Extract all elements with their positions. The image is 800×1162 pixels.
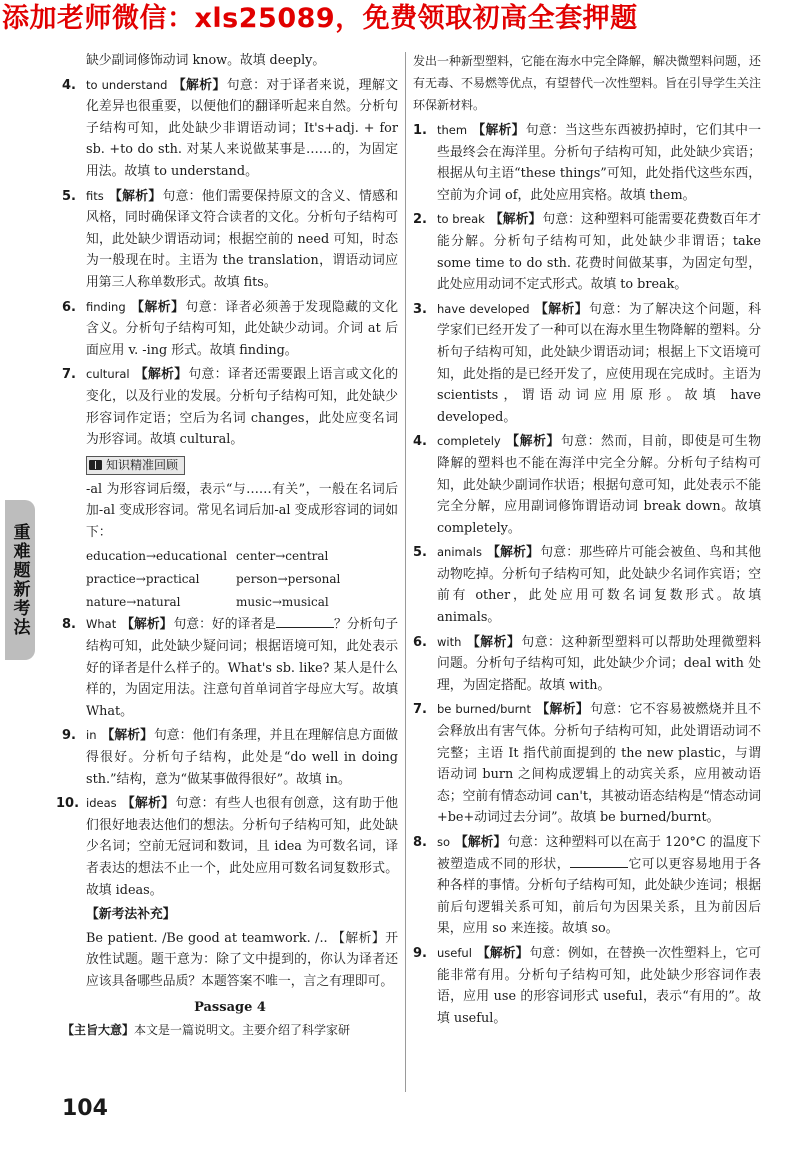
item-text: 句意：这种塑料可以在高于 120°C 的温度下被塑造成不同的形状，: [437, 835, 761, 872]
item-number: 8.: [413, 835, 427, 850]
item-text: 句意：有些人也很有创意，这有助于他们很好地表达他们的想法。分析句子结构可知，此处缺少名词；空前无冠词和数词，且 idea 为可数名词，译者表达的想法不止一个，此处应用可数名词复数形式。故填 ideas。: [86, 796, 399, 898]
blank-line: [570, 855, 628, 868]
analysis-tag: 【解析】: [472, 123, 525, 138]
item-answer: cultural: [86, 367, 130, 382]
item-number: 3.: [413, 301, 427, 317]
answer-item: [62, 364, 398, 450]
answer-item: [413, 542, 761, 628]
item-number: 1.: [413, 123, 427, 138]
item-number: 5.: [62, 188, 76, 204]
item-text: 句意：好的译者是: [173, 617, 276, 633]
item-text: ？分析句子结构可知，此处缺少疑问词；根据语境可知，此处表示好的译者是什么样子的。What's sb. like? 某人是什么样的，为固定用法。注意句首单词首字母应大写。故填 What。: [86, 617, 399, 719]
supplement-text: Be patient. /Be good at teamwork. /.. 【解析】开放性试题。题干意为：除了文中提到的，你认为译者还应该具备哪些品质？本题答案不唯一，言之有理即可。: [86, 930, 398, 989]
word-pair: practice→practical: [86, 572, 200, 587]
item-answer: them: [437, 123, 468, 137]
side-tab-label: 重难题新考法: [9, 523, 30, 637]
item-number: 4.: [413, 434, 427, 450]
page-number: 104: [62, 1096, 108, 1121]
item-answer: so: [437, 835, 451, 849]
analysis-tag: 【解析】: [534, 301, 589, 317]
item-text: 句意：当这些东西被扔掉时，它们其中一些最终会在海洋里。分析句子结构可知，此处缺少宾语；根据从句主语“these things”可知，此处指代这些东西，空前为介词 of，此处应用宾格。故填 them。: [437, 123, 762, 203]
analysis-tag: 【解析】: [489, 212, 542, 228]
word-pair-row: [86, 568, 398, 591]
item-answer: be burned/burnt: [437, 702, 531, 717]
word-pair: center→central: [236, 549, 329, 564]
answer-item: [62, 186, 398, 294]
left-column: [56, 50, 399, 1042]
item-text: 句意：然而，目前，即使是可生物降解的塑料也不能在海洋中完全分解。分析句子结构可知，此处缺少副词作状语；根据句意可知，此处表示不能完全分解，应用副词修饰谓语动词 break down。故填 completely。: [437, 434, 762, 536]
item-text: 句意：他们有条理，并且在理解信息方面做得很好。分析句子结构，此处是“do well in doing sth.”结构，意为“做某事做得很好”。故填 in。: [86, 728, 399, 787]
answer-item: [62, 614, 398, 722]
knowledge-review-heading: [86, 456, 185, 475]
analysis-tag: 【解析】: [455, 835, 507, 850]
item-text: 句意：这种新型塑料可以帮助处理微塑料问题。分析句子结构可知，此处缺少介词；deal with 处理，为固定搭配。故填 with。: [437, 634, 762, 693]
answer-item: [413, 120, 761, 206]
word-pair: music→musical: [236, 595, 329, 610]
item-answer: ideas: [86, 796, 117, 811]
word-pair-list: [62, 545, 398, 614]
knowledge-review-title: 知识精准回顾: [106, 457, 179, 472]
analysis-tag: 【解析】: [101, 728, 153, 744]
section-side-tab: [5, 500, 35, 660]
item-number: 4.: [62, 77, 76, 93]
item-text: 句意：这种塑料可能需要花费数百年才能分解。分析句子结构可知，此处缺少非谓语；take some time to do sth. 花费时间做某事，为固定句型，此处应用动词不定式形式。故填 to break。: [437, 212, 761, 293]
left-intro: 缺少副词修饰动词 know。故填 deeply。: [86, 53, 326, 68]
promo-banner: 添加老师微信：xls25089，免费领取初高全套押题: [2, 3, 638, 34]
analysis-tag: 【解析】: [476, 945, 529, 961]
item-number: 6.: [62, 299, 76, 315]
item-answer: to break: [437, 212, 485, 227]
analysis-tag: 【解析】: [486, 545, 540, 561]
answer-item: [413, 209, 761, 295]
item-answer: finding: [86, 299, 126, 314]
item-answer: animals: [437, 545, 482, 560]
word-pair: person→personal: [236, 572, 341, 587]
analysis-tag: 【解析】: [121, 796, 175, 812]
item-answer: completely: [437, 434, 501, 449]
main-idea: [62, 1020, 398, 1042]
item-answer: with: [437, 634, 462, 649]
item-answer: What: [86, 617, 117, 632]
item-number: 10.: [56, 796, 80, 812]
item-text: 句意：为了解决这个问题，科学家们已经开发了一种可以在海水里生物降解的塑料。分析句子结构可知，此处缺少谓语动词；根据上下文语境可知，此处指的是已经开发了，应使用现在完成时。主语为 scientists，谓语动词应用原形。故填 have developed。: [437, 301, 762, 425]
item-answer: to understand: [86, 77, 168, 92]
passage-title: Passage 4: [194, 999, 266, 1015]
analysis-tag: 【解析】: [121, 617, 173, 633]
answer-item: [413, 699, 761, 829]
item-text: 句意：例如，在替换一次性塑料上，它可能非常有用。分析句子结构可知，此处缺少形容词作表语，应用 use 的形容词形式 useful，表示“有用的”。故填 useful。: [437, 945, 762, 1026]
item-answer: in: [86, 728, 97, 743]
analysis-tag: 【解析】: [134, 367, 188, 383]
item-answer: fits: [86, 188, 104, 203]
analysis-tag: 【解析】: [172, 77, 226, 93]
answer-item: [413, 943, 761, 1029]
item-number: 7.: [62, 367, 76, 383]
answer-item: [413, 431, 761, 539]
right-column: [413, 50, 761, 1032]
column-divider: [405, 52, 406, 1092]
main-idea-tag: 【主旨大意】: [62, 1023, 135, 1038]
knowledge-text: -al 为形容词后缀，表示“与……有关”，一般在名词后加-al 变成形容词。常见名词后加-al 变成形容词的词如下：: [86, 481, 398, 540]
answer-item: [413, 299, 761, 429]
analysis-tag: 【解析】: [466, 634, 521, 650]
item-answer: useful: [437, 945, 472, 960]
word-pair: education→educational: [86, 549, 228, 564]
item-number: 8.: [62, 617, 76, 633]
answer-item: [56, 793, 399, 901]
analysis-tag: 【解析】: [130, 299, 185, 315]
right-intro: 发出一种新型塑料，它能在海水中完全降解，解决微塑料问题，还有无毒、不易燃等优点，有望替代一次性塑料。旨在引导学生关注环保新材料。: [413, 54, 762, 112]
word-pair-row: [86, 545, 398, 568]
item-text: 句意：对于译者来说，理解文化差异也很重要，以便他们的翻译听起来自然。分析句子结构可知，此处缺少非谓语动词；It's+adj. + for sb. +to do sth. 对某人来说做某事是……的，为固定用法。故填 to understand。: [86, 77, 398, 179]
item-text: 句意：它不容易被燃烧并且不会释放出有害气体。分析句子结构可知，此处谓语动词不完整；主语 It 指代前面提到的 the new plastic，与谓语动词 burn 之间构成逻辑上的动宾关系，应用被动语态；空前有情态动词 can't，其被动语态结构是“情态动词+be+动词过去分词”。故填 be burned/burnt。: [437, 702, 762, 826]
answer-item: [62, 725, 398, 790]
analysis-tag: 【解析】: [505, 434, 560, 450]
answer-item: [413, 632, 761, 697]
word-pair: nature→natural: [86, 595, 181, 610]
item-text: 句意：那些碎片可能会被鱼、鸟和其他动物吃掉。分析句子结构可知，此处缺少名词作宾语；空前有 other，此处应用可数名词复数形式。故填 animals。: [437, 545, 762, 626]
book-icon: [89, 460, 102, 470]
item-text: 句意：译者必须善于发现隐藏的文化含义。分析句子结构可知，此处缺少动词。介词 at 后面应用 v. -ing 形式。故填 finding。: [86, 299, 399, 358]
item-number: 6.: [413, 634, 427, 650]
item-number: 9.: [413, 945, 427, 961]
analysis-tag: 【解析】: [535, 702, 590, 718]
analysis-tag: 【解析】: [108, 188, 162, 204]
answer-item: [413, 832, 761, 940]
item-text: 句意：译者还需要跟上语言或文化的变化，以及行业的发展。分析句子结构可知，此处缺少形容词作定语；空后为名词 changes，此处应变名词为形容词。故填 cultural。: [86, 367, 399, 448]
answer-item: [62, 75, 398, 183]
item-number: 7.: [413, 702, 427, 718]
item-number: 9.: [62, 728, 76, 744]
item-answer: have developed: [437, 301, 530, 316]
answer-item: [62, 297, 398, 362]
item-number: 2.: [413, 212, 427, 228]
main-idea-text: 本文是一篇说明文。主要介绍了科学家研: [134, 1023, 351, 1038]
item-number: 5.: [413, 545, 427, 561]
item-text: 句意：他们需要保持原文的含义、情感和风格，同时确保译文符合读者的文化。分析句子结构可知，此处缺少谓语动词；根据空前的 need 可知，时态为一般现在时。主语为 the translation，谓语动词应用第三人称单数形式。故填 fits。: [86, 188, 399, 290]
item-text: 它可以更容易地用于各种各样的事情。分析句子结构可知，此处缺少连词；根据前后句逻辑关系可知，前后句为因果关系，且为前因后果，应用 so 来连接。故填 so。: [437, 856, 762, 937]
blank-line: [276, 615, 334, 628]
word-pair-row: [86, 591, 398, 614]
supplement-heading: 【新考法补充】: [86, 907, 176, 923]
